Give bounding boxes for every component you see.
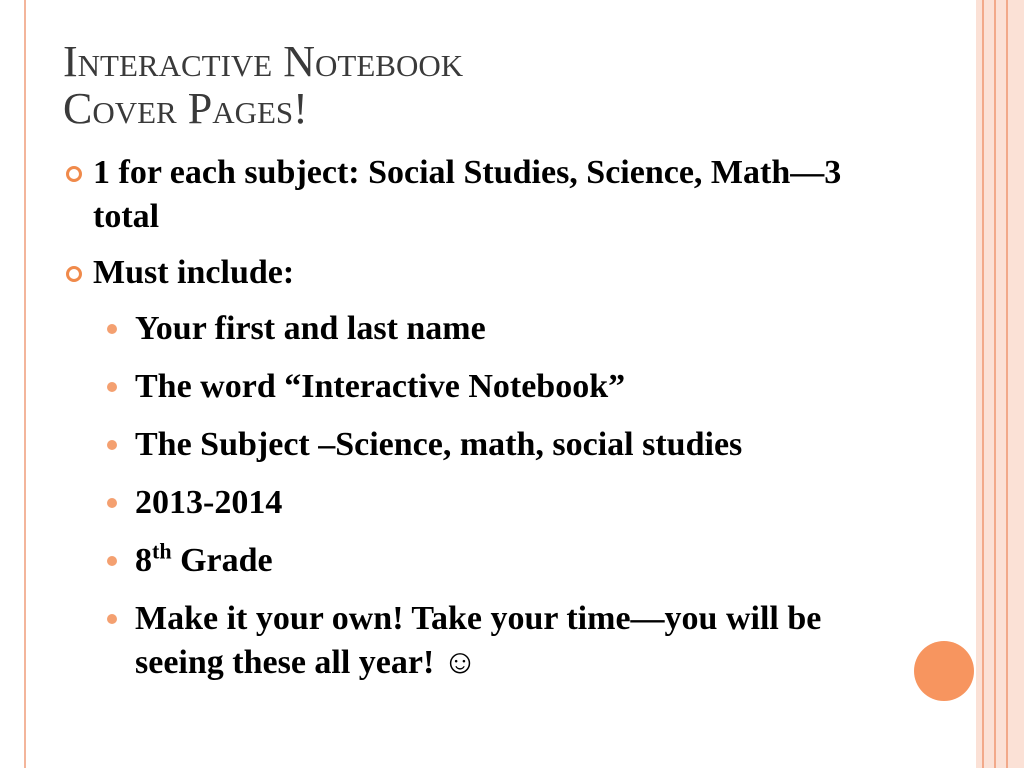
bullet-text: Must include: xyxy=(93,254,295,291)
subbullet-year xyxy=(135,481,892,525)
title-line-2: Cover Pages! xyxy=(63,84,308,133)
subbullet-name xyxy=(135,307,892,351)
grade-word: Grade xyxy=(171,542,273,579)
bullet-dot-icon xyxy=(107,498,117,508)
right-decorative-stripes xyxy=(976,0,1024,768)
bullet-text: 1 for each subject: Social Studies, Science, Math—3 total xyxy=(93,154,842,235)
slide-body xyxy=(62,151,892,695)
subbullet-text: Make it your own! Take your time—you will be seeing these all year! ☺ xyxy=(135,600,822,681)
decorative-orange-circle xyxy=(914,641,974,701)
bullet-ring-icon xyxy=(66,166,82,182)
bullet-subjects xyxy=(62,151,892,239)
subbullet-make-it-own xyxy=(135,597,892,685)
bullet-dot-icon xyxy=(107,556,117,566)
slide-title xyxy=(63,38,943,132)
subbullet-subject xyxy=(135,423,892,467)
bullet-dot-icon xyxy=(107,324,117,334)
bullet-dot-icon xyxy=(107,614,117,624)
bullet-ring-icon xyxy=(66,266,82,282)
grade-number: 8 xyxy=(135,542,152,579)
title-line-1: Interactive Notebook xyxy=(63,37,464,86)
bullet-dot-icon xyxy=(107,382,117,392)
bullet-must-include xyxy=(62,251,892,295)
grade-suffix: th xyxy=(152,538,172,564)
subbullet-text: 2013-2014 xyxy=(135,484,283,521)
subbullet-text: The word “Interactive Notebook” xyxy=(135,368,626,405)
subbullet-text: The Subject –Science, math, social studies xyxy=(135,426,743,463)
subbullet-word xyxy=(135,365,892,409)
bullet-dot-icon xyxy=(107,440,117,450)
left-border-rule xyxy=(24,0,26,768)
subbullet-grade xyxy=(135,539,892,583)
subbullet-text: Your first and last name xyxy=(135,310,486,347)
